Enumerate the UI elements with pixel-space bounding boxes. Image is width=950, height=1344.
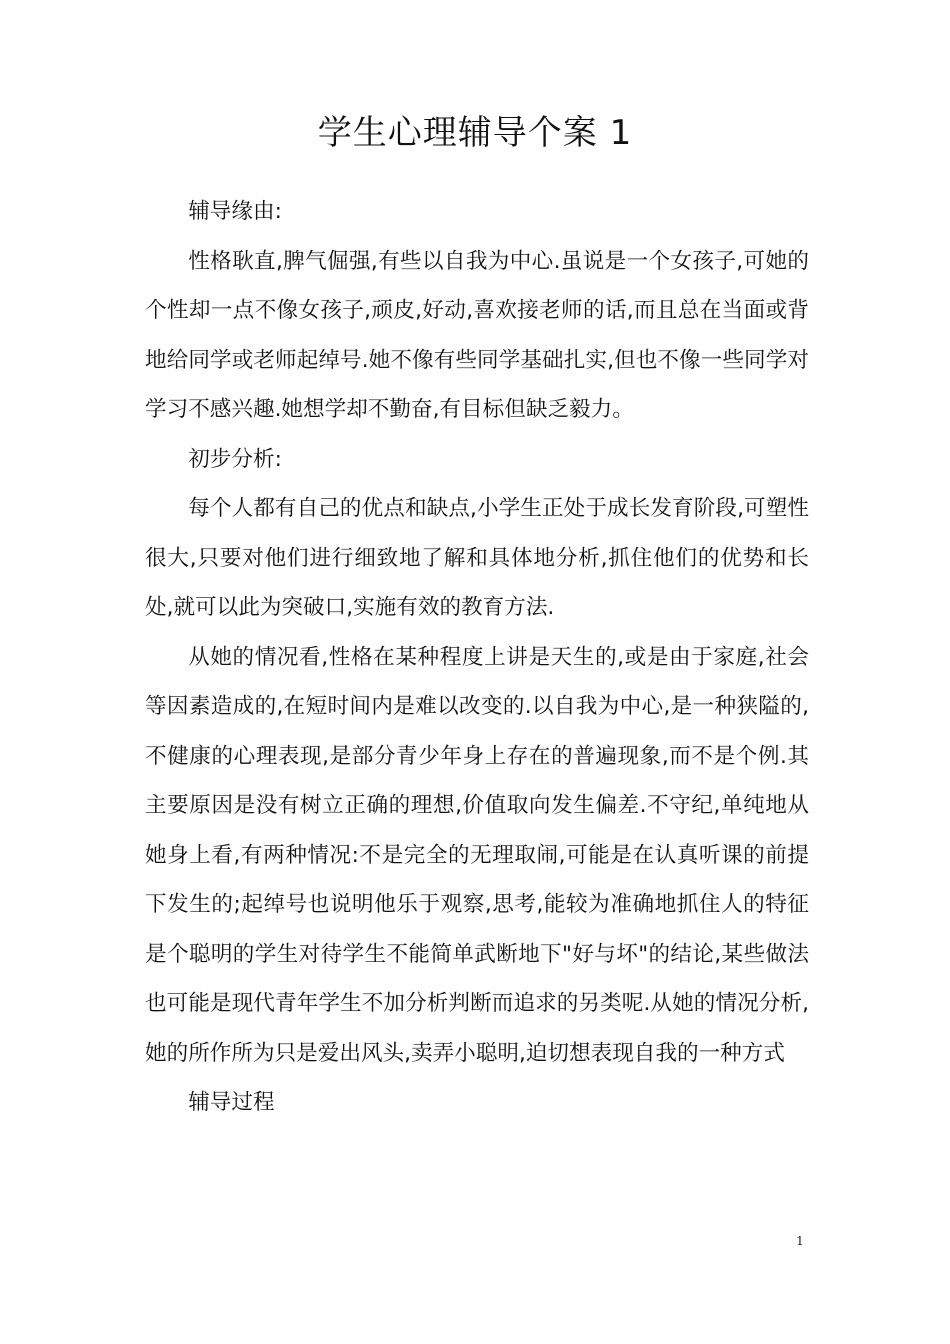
paragraph-strengths: 每个人都有自己的优点和缺点,小学生正处于成长发育阶段,可塑性很大,只要对他们进行细致地了解和具体地分析,抓住他们的优势和长处,就可以此为突破口,实施有效的教育方法. <box>145 496 809 620</box>
document-title: 学生心理辅导个案 1 <box>317 113 633 153</box>
page-number: 1 <box>796 1234 804 1248</box>
paragraph-situation-analysis: 从她的情况看,性格在某种程度上讲是天生的,或是由于家庭,社会等因素造成的,在短时间内是难以改变的.以自我为中心,是一种狭隘的,不健康的心理表现,是部分青少年身上存在的普遍现象,而不是个例.其主要原因是没有树立正确的理想,价值取向发生偏差.不守纪,单纯地从她身上看,有两种情况:不是完全的无理取闹,可能是在认真听课的前提下发生的;起绰号也说明他乐于观察,思考,能较为准确地抓住人的特征是个聪明的学生对待学生不能简单武断地下"好与坏"的结论,某些做法也可能是现代青年学生不加分析判断而追求的另类呢.从她的情况分析,她的所作所为只是爱出风头,卖弄小聪明,迫切想表现自我的一种方式 <box>145 644 809 1066</box>
section-heading-reason: 辅导缘由: <box>188 199 282 224</box>
document-body <box>145 187 809 1128</box>
paragraph-personality: 性格耿直,脾气倔强,有些以自我为中心.虽说是一个女孩子,可她的个性却一点不像女孩子,顽皮,好动,喜欢接老师的话,而且总在当面或背地给同学或老师起绰号.她不像有些同学基础扎实,但也不像一些同学对学习不感兴趣.她想学却不勤奋,有目标但缺乏毅力。 <box>145 248 809 422</box>
section-heading-process: 辅导过程 <box>188 1090 275 1115</box>
section-heading-analysis: 初步分析: <box>188 446 282 472</box>
